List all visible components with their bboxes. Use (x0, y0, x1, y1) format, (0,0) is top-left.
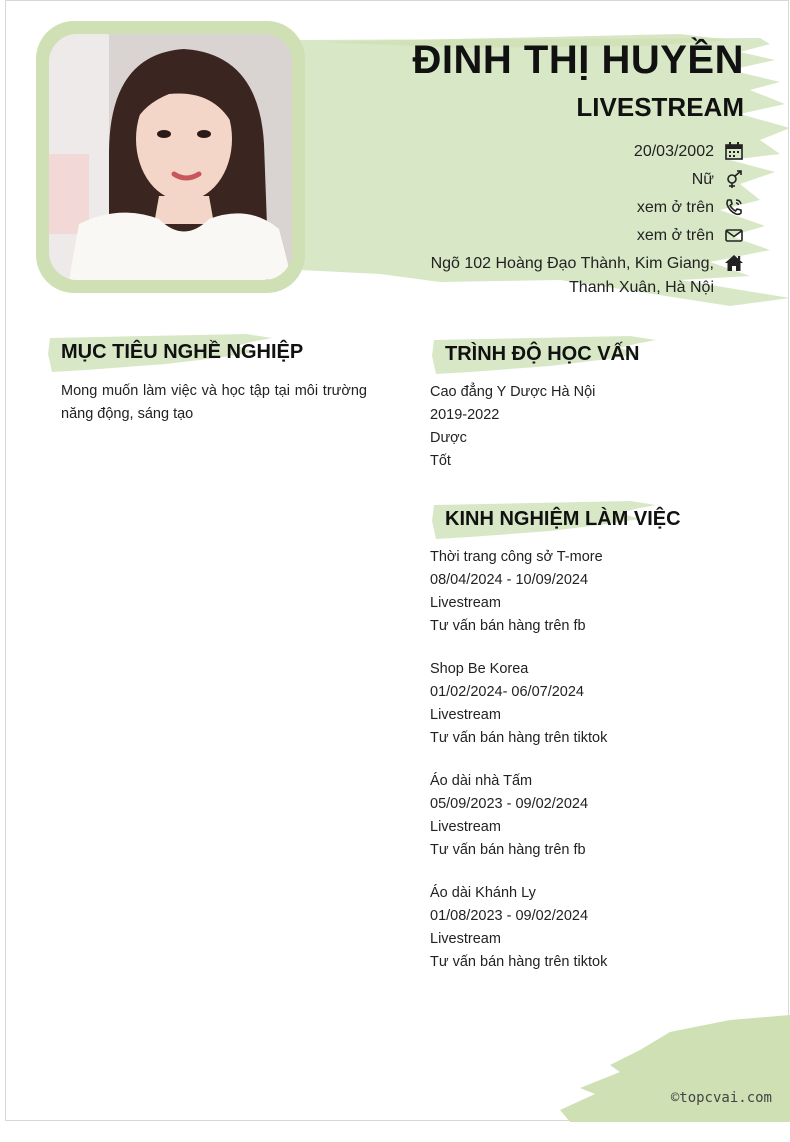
experience-item (430, 882, 607, 974)
experience-company: Thời trang công sở T-more (430, 549, 603, 565)
gender-icon (724, 169, 744, 189)
birthday-row (634, 140, 744, 164)
experience-description: Tư vấn bán hàng trên tiktok (430, 954, 608, 970)
education-grade: Tốt (430, 453, 451, 469)
calendar-icon (724, 141, 744, 161)
experience-company: Shop Be Korea (430, 661, 529, 677)
phone-row (637, 196, 744, 220)
education-period: 2019-2022 (430, 407, 500, 423)
education-heading: TRÌNH ĐỘ HỌC VẤN (445, 343, 640, 365)
experience-description: Tư vấn bán hàng trên fb (430, 842, 586, 858)
experience-role: Livestream (430, 819, 501, 835)
job-title: LIVESTREAM (576, 92, 744, 122)
objective-heading: MỤC TIÊU NGHỀ NGHIỆP (61, 341, 304, 363)
phone-icon (724, 197, 744, 217)
experience-item (430, 546, 607, 638)
education-block (430, 381, 595, 473)
experience-company: Áo dài nhà Tấm (430, 773, 533, 789)
home-icon (724, 253, 744, 273)
experience-role: Livestream (430, 707, 501, 723)
experience-company: Áo dài Khánh Ly (430, 885, 536, 901)
experience-period: 01/08/2023 - 09/02/2024 (430, 908, 589, 924)
experience-description: Tư vấn bán hàng trên fb (430, 618, 586, 634)
objective-text: Mong muốn làm việc và học tập tại môi trường năng động, sáng tạo (61, 383, 367, 422)
experience-description: Tư vấn bán hàng trên tiktok (430, 730, 608, 746)
experience-heading: KINH NGHIỆM LÀM VIỆC (445, 508, 681, 530)
experience-item (430, 658, 607, 750)
avatar-frame (36, 21, 305, 293)
experience-list (430, 546, 607, 994)
experience-period: 05/09/2023 - 09/02/2024 (430, 796, 589, 812)
candidate-name: ĐINH THỊ HUYỀN (412, 38, 744, 82)
birthday-value: 20/03/2002 (633, 143, 714, 160)
gender-value: Nữ (691, 171, 714, 188)
gender-row (692, 168, 744, 192)
phone-value: xem ở trên (636, 199, 714, 216)
experience-role: Livestream (430, 595, 501, 611)
email-value: xem ở trên (636, 227, 714, 244)
address-row (384, 252, 744, 300)
experience-role: Livestream (430, 931, 501, 947)
avatar (49, 34, 292, 280)
education-school: Cao đẳng Y Dược Hà Nội (430, 384, 596, 400)
experience-item (430, 770, 607, 862)
email-row (637, 224, 744, 248)
address-value: Ngõ 102 Hoàng Đạo Thành, Kim Giang, Thanh Xuân, Hà Nội (430, 255, 714, 296)
experience-period: 01/02/2024- 06/07/2024 (430, 684, 584, 700)
email-icon (724, 225, 744, 245)
experience-period: 08/04/2024 - 10/09/2024 (430, 572, 589, 588)
watermark: ©topcvai.com (670, 1090, 772, 1106)
education-major: Dược (430, 430, 467, 446)
